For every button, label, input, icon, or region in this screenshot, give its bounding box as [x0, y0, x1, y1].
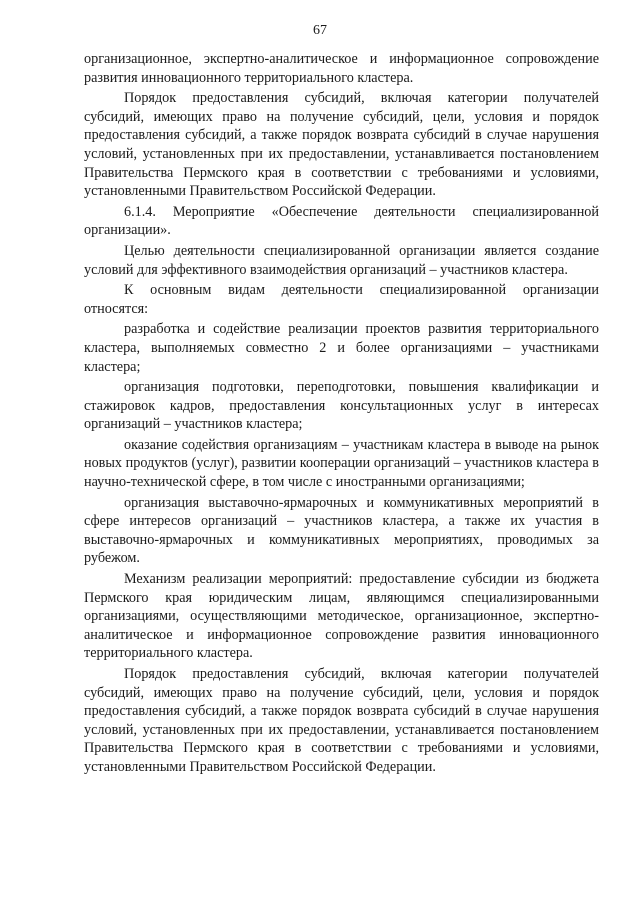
paragraph-section-heading: 6.1.4. Мероприятие «Обеспечение деятельности специализированной организации». [84, 203, 599, 239]
page-number: 67 [313, 23, 327, 38]
document-body [84, 50, 599, 777]
list-item-market-support: оказание содействия организациям – участникам кластера в выводе на рынок новых продуктов (услуг), развитии кооперации организаций – участников кластера в научно-технической сфере, в том числе с иностранными организациями; [84, 436, 599, 491]
paragraph-subsidy-procedure-repeat: Порядок предоставления субсидий, включая категории получателей субсидий, имеющих право на получение субсидий, цели, условия и порядок предоставления субсидий, а также порядок возврата субсидий в случае нарушения условий, установленных при их предоставлении, устанавливается постановлением Правительства Пермского края в соответствии с требованиями и условиями, установленными Правительством Российской Федерации. [84, 666, 599, 775]
paragraph-activities-intro: К основным видам деятельности специализированной организации относятся: [84, 282, 599, 317]
list-item-development: разработка и содействие реализации проектов развития территориального кластера, выполняемых совместно 2 и более организациями – участниками кластера; [84, 321, 599, 375]
list-item-exhibitions: организация выставочно-ярмарочных и коммуникативных мероприятий в сфере интересов организаций – участников кластера, а также их участия в выставочно-ярмарочных и коммуникативных мероприятиях, проводимых за рубежом. [84, 494, 599, 567]
paragraph-subsidy-procedure: Порядок предоставления субсидий, включая категории получателей субсидий, имеющих право на получение субсидий, цели, условия и порядок предоставления субсидий, а также порядок возврата субсидий в случае нарушения условий, установленных при их предоставлении, устанавливается постановлением Правительства Пермского края в соответствии с требованиями и условиями, установленными Правительством Российской Федерации. [84, 90, 599, 200]
paragraph-mechanism: Механизм реализации мероприятий: предоставление субсидии из бюджета Пермского края юридическим лицам, являющимся специализированными организациями, осуществляющими методическое, организационное, экспертно-аналитическое и информационное сопровождение развития инновационного территориального кластера. [84, 571, 599, 662]
paragraph-goal: Целью деятельности специализированной организации является создание условий для эффективного взаимодействия организаций – участников кластера. [84, 242, 599, 278]
list-item-training: организация подготовки, переподготовки, повышения квалификации и стажировок кадров, предоставления консультационных услуг в интересах организаций – участников кластера; [84, 379, 599, 433]
paragraph-continuation: организационное, экспертно-аналитическое и информационное сопровождение развития инновационного территориального кластера. [84, 51, 599, 86]
